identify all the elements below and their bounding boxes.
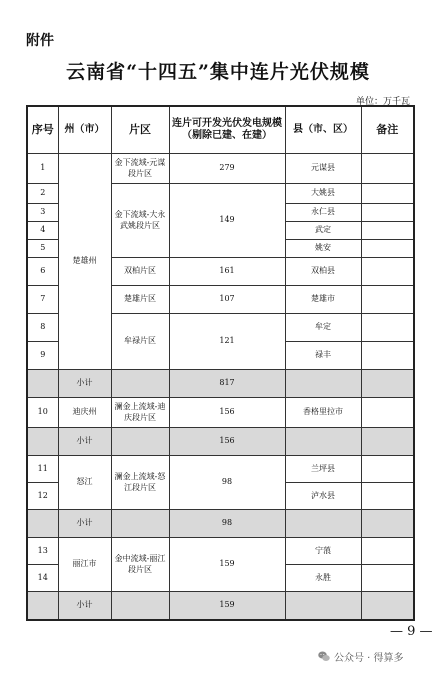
- header-capacity: 连片可开发光伏发电规模（剔除已建、在建）: [169, 106, 285, 154]
- capacity-cell: 98: [169, 456, 285, 510]
- subtotal-value: 159: [169, 592, 285, 620]
- remark-cell: [361, 184, 414, 204]
- seq-cell: 12: [27, 483, 58, 510]
- header-area: 片区: [111, 106, 169, 154]
- watermark: [318, 649, 404, 664]
- remark-cell: [361, 204, 414, 222]
- table-row: [27, 154, 414, 184]
- table-row: [27, 538, 414, 565]
- county-cell: [285, 592, 361, 620]
- area-cell: 金下流域-大永武姚段片区: [111, 184, 169, 258]
- seq-cell: 11: [27, 456, 58, 483]
- county-cell: 楚雄市: [285, 286, 361, 314]
- remark-cell: [361, 342, 414, 370]
- area-cell: 双柏片区: [111, 258, 169, 286]
- seq-cell: 1: [27, 154, 58, 184]
- header-prefecture: 州（市）: [58, 106, 111, 154]
- subtotal-row: [27, 428, 414, 456]
- seq-cell: 14: [27, 565, 58, 592]
- county-cell: 牟定: [285, 314, 361, 342]
- county-cell: 兰坪县: [285, 456, 361, 483]
- prefecture-cell: 怒江: [58, 456, 111, 510]
- capacity-cell: 156: [169, 398, 285, 428]
- page-number: — 9 —: [390, 624, 433, 639]
- wechat-icon: [318, 651, 330, 662]
- county-cell: 香格里拉市: [285, 398, 361, 428]
- remark-cell: [361, 154, 414, 184]
- remark-cell: [361, 483, 414, 510]
- subtotal-value: 817: [169, 370, 285, 398]
- seq-cell: 3: [27, 204, 58, 222]
- seq-cell: 10: [27, 398, 58, 428]
- seq-cell: [27, 428, 58, 456]
- remark-cell: [361, 314, 414, 342]
- subtotal-label: 小计: [58, 510, 111, 538]
- area-cell: 金中流域-丽江段片区: [111, 538, 169, 592]
- county-cell: 泸水县: [285, 483, 361, 510]
- attachment-label: 附件: [26, 33, 54, 49]
- capacity-cell: 107: [169, 286, 285, 314]
- county-cell: 元谋县: [285, 154, 361, 184]
- seq-cell: 4: [27, 222, 58, 240]
- seq-cell: 6: [27, 258, 58, 286]
- header-remark: 备注: [361, 106, 414, 154]
- capacity-cell: 149: [169, 184, 285, 258]
- remark-cell: [361, 538, 414, 565]
- seq-cell: 7: [27, 286, 58, 314]
- remark-cell: [361, 240, 414, 258]
- county-cell: [285, 370, 361, 398]
- subtotal-value: 156: [169, 428, 285, 456]
- county-cell: 永胜: [285, 565, 361, 592]
- seq-cell: [27, 510, 58, 538]
- county-cell: [285, 510, 361, 538]
- capacity-cell: 279: [169, 154, 285, 184]
- area-cell: [111, 428, 169, 456]
- subtotal-label: 小计: [58, 592, 111, 620]
- watermark-text: 公众号 · 得算多: [334, 653, 404, 664]
- area-cell: 金下流域-元谋段片区: [111, 154, 169, 184]
- header-seq: 序号: [27, 106, 58, 154]
- remark-cell: [361, 222, 414, 240]
- pv-scale-table: [26, 105, 415, 621]
- remark-cell: [361, 258, 414, 286]
- remark-cell: [361, 592, 414, 620]
- seq-cell: 2: [27, 184, 58, 204]
- page-title: 云南省“十四五”集中连片光伏规模: [66, 61, 370, 83]
- area-cell: 澜金上流域-怒江段片区: [111, 456, 169, 510]
- table-header-row: [27, 106, 414, 154]
- subtotal-value: 98: [169, 510, 285, 538]
- area-cell: [111, 510, 169, 538]
- remark-cell: [361, 565, 414, 592]
- prefecture-cell: 丽江市: [58, 538, 111, 592]
- subtotal-row: [27, 592, 414, 620]
- prefecture-cell: 楚雄州: [58, 154, 111, 370]
- header-county: 县（市、区）: [285, 106, 361, 154]
- capacity-cell: 159: [169, 538, 285, 592]
- county-cell: 禄丰: [285, 342, 361, 370]
- capacity-cell: 161: [169, 258, 285, 286]
- area-cell: 澜金上流域-迪庆段片区: [111, 398, 169, 428]
- capacity-cell: 121: [169, 314, 285, 370]
- county-cell: [285, 428, 361, 456]
- county-cell: 武定: [285, 222, 361, 240]
- area-cell: [111, 592, 169, 620]
- area-cell: 楚雄片区: [111, 286, 169, 314]
- subtotal-row: [27, 370, 414, 398]
- county-cell: 宁蒗: [285, 538, 361, 565]
- remark-cell: [361, 428, 414, 456]
- county-cell: 永仁县: [285, 204, 361, 222]
- remark-cell: [361, 510, 414, 538]
- county-cell: 姚安: [285, 240, 361, 258]
- area-cell: 牟禄片区: [111, 314, 169, 370]
- seq-cell: 9: [27, 342, 58, 370]
- unit-note: 单位：万千瓦: [355, 97, 410, 107]
- remark-cell: [361, 398, 414, 428]
- subtotal-label: 小计: [58, 428, 111, 456]
- area-cell: [111, 370, 169, 398]
- remark-cell: [361, 286, 414, 314]
- county-cell: 大姚县: [285, 184, 361, 204]
- prefecture-cell: 迪庆州: [58, 398, 111, 428]
- table-row: [27, 398, 414, 428]
- seq-cell: 5: [27, 240, 58, 258]
- seq-cell: [27, 370, 58, 398]
- seq-cell: [27, 592, 58, 620]
- remark-cell: [361, 370, 414, 398]
- remark-cell: [361, 456, 414, 483]
- seq-cell: 8: [27, 314, 58, 342]
- seq-cell: 13: [27, 538, 58, 565]
- county-cell: 双柏县: [285, 258, 361, 286]
- table-row: [27, 456, 414, 483]
- subtotal-label: 小计: [58, 370, 111, 398]
- subtotal-row: [27, 510, 414, 538]
